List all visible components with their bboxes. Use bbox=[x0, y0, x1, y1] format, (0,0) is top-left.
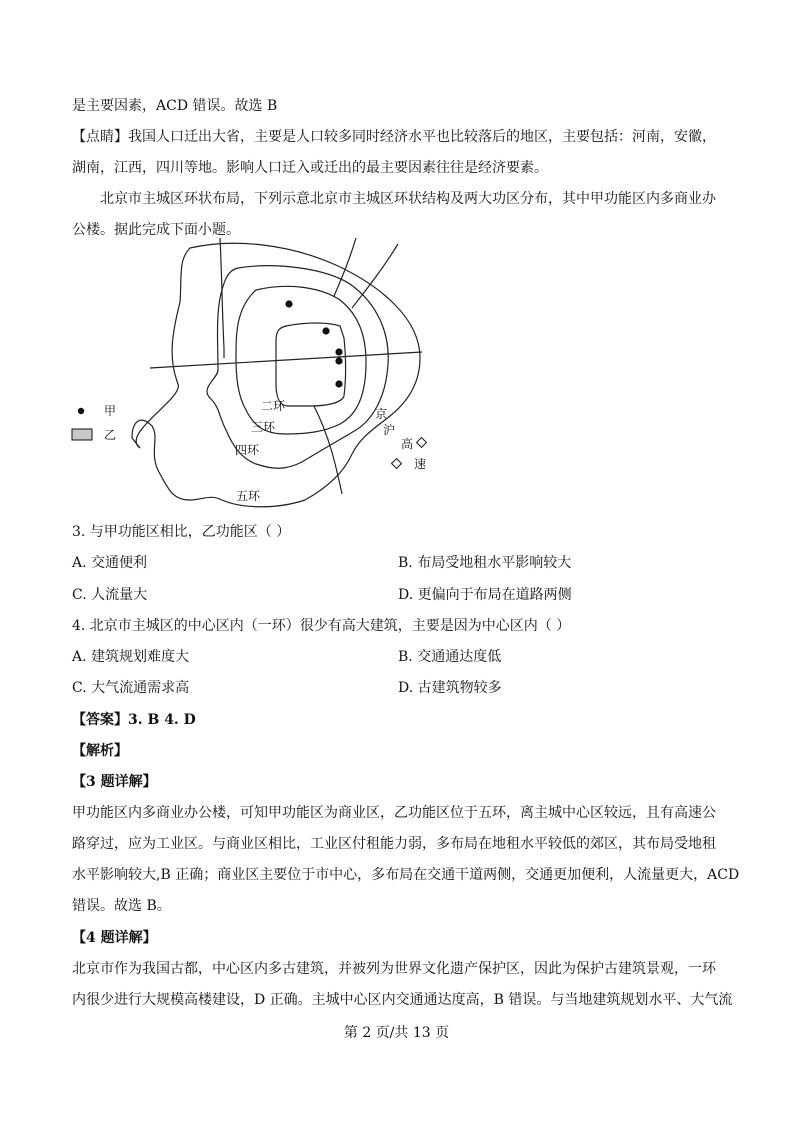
question-4-option-a[interactable]: A. 建筑规划难度大 bbox=[72, 649, 190, 665]
legend-yi-label: 乙 bbox=[104, 428, 117, 442]
zone-jia-point bbox=[285, 300, 292, 307]
zone-yi-marker bbox=[417, 438, 427, 448]
ring-3-road bbox=[236, 286, 366, 434]
question-3-option-b[interactable]: B. 布局受地租水平影响较大 bbox=[398, 555, 572, 571]
detail-3-line: 路穿过，应为工业区。与商业区相比，工业区付租能力弱，多布局在地租水平较低的郊区，其布局受地租 bbox=[72, 836, 716, 852]
expressway-label: 高 bbox=[401, 437, 414, 451]
text-line: 是主要因素，ACD 错误。故选 B bbox=[72, 98, 278, 114]
detail-4-heading: 【4 题详解】 bbox=[72, 930, 157, 946]
dianjing-paragraph-line: 湖南，江西，四川等地。影响人口迁入或迁出的最主要因素往往是经济要素。 bbox=[72, 160, 548, 176]
ring-4-label: 四环 bbox=[235, 443, 260, 457]
analysis-heading: 【解析】 bbox=[72, 743, 128, 759]
east-west-road bbox=[150, 352, 422, 368]
jinghu-expressway bbox=[314, 406, 342, 494]
legend-jia-label: 甲 bbox=[104, 404, 117, 418]
question-3-option-d[interactable]: D. 更偏向于布局在道路两侧 bbox=[398, 587, 572, 603]
expressway-label: 速 bbox=[414, 457, 427, 471]
question-intro-line: 北京市主城区环状布局，下列示意北京市主城区环状结构及两大功区分布，其中甲功能区内多商业办 bbox=[100, 191, 716, 207]
radial-road-north bbox=[334, 238, 356, 296]
zone-jia-point bbox=[335, 357, 342, 364]
expressway-label: 沪 bbox=[383, 423, 396, 437]
question-3-option-a[interactable]: A. 交通便利 bbox=[72, 555, 148, 571]
detail-4-line: 北京市作为我国古都，中心区内多古建筑，并被列为世界文化遗产保护区，因此为保护古建筑景观，一环 bbox=[72, 961, 716, 977]
map-legend bbox=[72, 404, 116, 442]
ring-3-label: 三环 bbox=[251, 420, 276, 434]
page-footer: 第 2 页/共 13 页 bbox=[343, 1025, 450, 1041]
question-4-option-c[interactable]: C. 大气流通需求高 bbox=[72, 680, 190, 696]
dianjing-paragraph-line: 【点睛】我国人口迁出大省，主要是人口较多同时经济水平也比较落后的地区，主要包括：河南，安徽， bbox=[72, 129, 716, 145]
detail-3-line: 甲功能区内多商业办公楼，可知甲功能区为商业区，乙功能区位于五环，离主城中心区较远，且有高速公 bbox=[72, 805, 716, 821]
zone-jia-point bbox=[335, 380, 342, 387]
detail-3-heading: 【3 题详解】 bbox=[72, 774, 157, 790]
legend-jia-symbol bbox=[78, 408, 84, 414]
zone-yi-marker bbox=[392, 459, 402, 469]
question-4-option-b[interactable]: B. 交通通达度低 bbox=[398, 649, 502, 665]
question-3-stem: 3. 与甲功能区相比，乙功能区（ ） bbox=[72, 524, 291, 540]
question-3-option-c[interactable]: C. 人流量大 bbox=[72, 587, 148, 603]
legend-yi-symbol bbox=[72, 429, 92, 440]
zone-jia-point bbox=[335, 348, 342, 355]
detail-4-line: 内很少进行大规模高楼建设，D 正确。主城中心区内交通通达度高，B 错误。与当地建筑规划水平、大气流 bbox=[72, 992, 733, 1008]
expressway-label: 京 bbox=[375, 407, 388, 421]
question-4-stem: 4. 北京市主城区的中心区内（一环）很少有高大建筑，主要是因为中心区内（ ） bbox=[72, 618, 571, 634]
detail-3-line: 水平影响较大,B 正确；商业区主要位于市中心，多布局在交通干道两侧，交通更加便利，人流量更大，ACD bbox=[72, 867, 740, 883]
beijing-ring-map bbox=[60, 238, 440, 514]
ring-2-label: 二环 bbox=[261, 399, 286, 413]
ring-5-label: 五环 bbox=[236, 489, 261, 503]
question-4-option-d[interactable]: D. 古建筑物较多 bbox=[398, 680, 502, 696]
answer-line: 【答案】3. B 4. D bbox=[72, 712, 196, 728]
ring-2-road bbox=[276, 323, 346, 406]
question-intro-line: 公楼。据此完成下面小题。 bbox=[72, 222, 240, 238]
radial-road-northeast bbox=[352, 244, 398, 308]
detail-3-line: 错误。故选 B。 bbox=[72, 898, 171, 914]
zone-jia-point bbox=[322, 327, 329, 334]
